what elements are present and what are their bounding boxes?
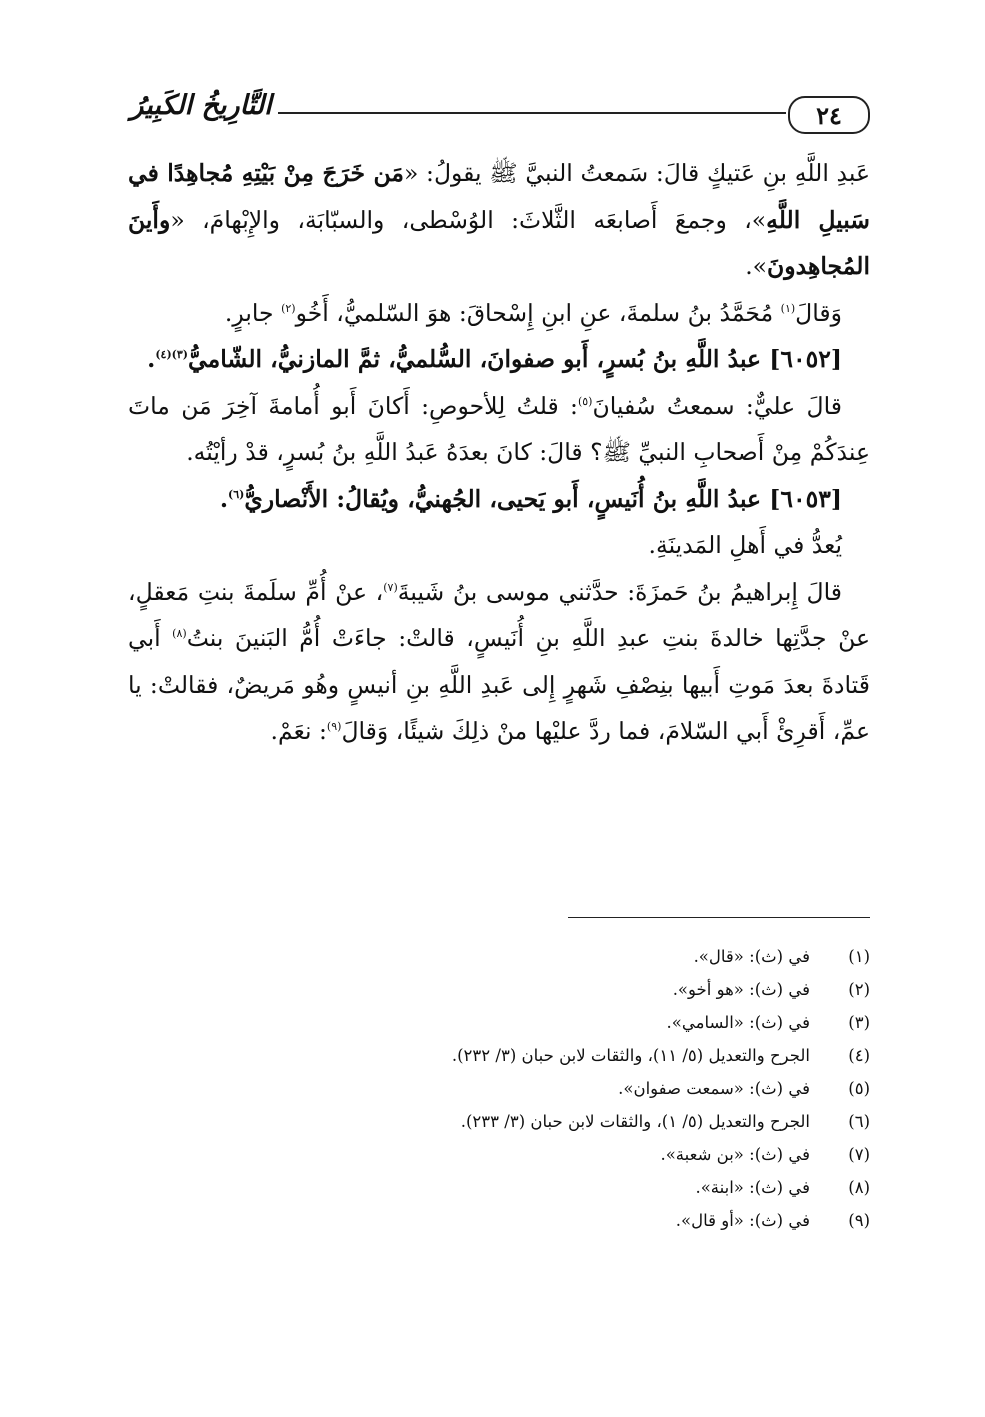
paragraph-narration <box>128 383 870 476</box>
footnote-item <box>128 1072 870 1105</box>
paragraph-narration <box>128 290 870 337</box>
footnote-number: (٥) <box>848 1079 870 1098</box>
entry-title: [٦٠٥٣] عبدُ اللَّهِ بنُ أُنَيسٍ، أَبو يَحيى، الجُهنيُّ، ويُقالُ: الأَنْصاريُّ <box>244 484 842 513</box>
footnote-ref: (٦) <box>228 487 245 501</box>
text-run: مُحَمَّدُ بنُ سلمةَ، عنِ ابنِ إِسْحاقَ: هوَ السّلميُّ، أَخُو <box>295 298 781 327</box>
entry-title: [٦٠٥٢] عبدُ اللَّهِ بنُ بُسرٍ، أَبو صفوانَ، السُّلميُّ، ثمَّ المازنيُّ، الشّاميُّ <box>188 345 842 373</box>
footnote-ref: (٢) <box>281 301 296 315</box>
entry-heading-6053 <box>128 476 870 523</box>
header-rule <box>278 112 786 114</box>
text-run: أَبي قَتادةَ بعدَ مَوتِ أَبيها بنِصْفِ شَهرٍ إِلى عَبدِ اللَّهِ بنِ أنيسٍ وهُو مَريضٌ، فقالتْ: يا عمِّ، أَقرِئْ أَبي السّلامَ، فما ردَّ عليْها منْ ذلِكَ شيئًا، وَقالَ <box>128 624 870 745</box>
footnote-ref: (٧) <box>383 580 398 594</box>
text-run: ». <box>745 252 768 280</box>
text-run: جابرٍ. <box>224 298 282 327</box>
footnote-text: في (ث): «بن شعبة». <box>660 1145 810 1164</box>
text-run: ، عنْ أُمِّ سلَمةَ بنتِ مَعقلٍ، عنْ جدَّتِها خالدةَ بنتِ عبدِ اللَّهِ بنِ أُنَيسٍ، قالتْ: جاءَتْ أُمُّ البَنينَ بنتُ <box>128 577 870 652</box>
footnote-number: (٤) <box>848 1046 870 1065</box>
footnote-ref: (١) <box>780 301 796 315</box>
text-run: . <box>147 345 156 373</box>
footnote-item <box>128 973 870 1006</box>
footnote-item <box>128 1171 870 1204</box>
hadith-quote: مَن خَرَجَ مِنْ بَيْتِهِ مُجاهِدًا في سَبيلِ اللَّهِ <box>128 159 870 234</box>
footnote-number: (٨) <box>848 1178 870 1197</box>
book-title: التَّارِيخُ الكَبِيرُ <box>130 90 272 121</box>
footnote-number: (٧) <box>848 1145 870 1164</box>
footnote-ref: (٥) <box>577 394 593 408</box>
text-run: عَبدِ اللَّهِ بنِ عَتيكٍ قالَ: سَمعتُ النبيَّ ﷺ يقولُ: « <box>403 159 870 187</box>
footnote-item <box>128 1039 870 1072</box>
footnote-text: في (ث): «سمعت صفوان». <box>618 1079 810 1098</box>
footnote-ref: (٩) <box>326 720 342 734</box>
footnote-ref: (٣)(٤) <box>155 348 189 362</box>
paragraph-narration <box>128 569 870 755</box>
footnote-number: (٢) <box>848 980 870 999</box>
footnote-text: في (ث): «هو أخو». <box>672 980 810 999</box>
paragraph-hadith <box>128 150 870 290</box>
text-run: . <box>219 484 229 513</box>
page-header <box>128 90 870 134</box>
footnote-text: في (ث): «ابنة». <box>695 1178 810 1197</box>
footnote-text: الجرح والتعديل (٥/ ١١)، والثقات لابن حبان (٣/ ٢٣٢). <box>451 1046 810 1065</box>
main-text <box>128 150 870 755</box>
entry-heading-6052 <box>128 336 870 383</box>
paragraph-note: يُعدُّ في أَهلِ المَدينَةِ. <box>648 531 842 559</box>
text-run: : قلتُ لِلأحوصِ: أَكانَ أَبو أُمامةَ آخِرَ مَن ماتَ عِندَكُمْ مِنْ أَصحابِ النبيِّ ﷺ؟ قالَ: كانَ بعدَهُ عَبدُ اللَّهِ بنُ بُسرٍ، قدْ رأيْتُه. <box>128 391 870 466</box>
footnote-text: في (ث): «أو قال». <box>675 1211 810 1230</box>
footnotes <box>128 940 870 1237</box>
text-run: »، وجمعَ أَصابعَه الثَّلاثَ: الوُسْطى، والسبّابَة، والإِبْهامَ، « <box>170 205 767 234</box>
footnote-item <box>128 1138 870 1171</box>
text-run: قالَ عليٌّ: سمعتُ سُفيانَ <box>592 391 842 420</box>
footnote-number: (٩) <box>848 1211 870 1230</box>
footnote-text: في (ث): «قال». <box>693 947 810 966</box>
footnote-item <box>128 1006 870 1039</box>
footnote-number: (٦) <box>848 1112 870 1131</box>
footnote-text: في (ث): «السامي». <box>666 1013 810 1032</box>
footnote-text: الجرح والتعديل (٥/ ١)، والثقات لابن حبان (٣/ ٢٣٣). <box>460 1112 810 1131</box>
footnote-ref: (٨) <box>172 627 187 641</box>
text-run: : نعَمْ. <box>270 717 327 745</box>
footnote-item <box>128 940 870 973</box>
page-number: ٢٤ <box>788 96 870 134</box>
footnote-number: (١) <box>848 947 870 966</box>
hadith-quote: وأَينَ المُجاهِدونَ <box>128 205 870 280</box>
footnote-separator <box>568 917 870 918</box>
text-run: وَقالَ <box>795 298 842 327</box>
footnote-number: (٣) <box>848 1013 870 1032</box>
footnote-item <box>128 1105 870 1138</box>
footnote-item <box>128 1204 870 1237</box>
text-run: قالَ إِبراهيمُ بنُ حَمزَةَ: حدَّثني موسى بنُ شَيبةَ <box>397 577 842 606</box>
